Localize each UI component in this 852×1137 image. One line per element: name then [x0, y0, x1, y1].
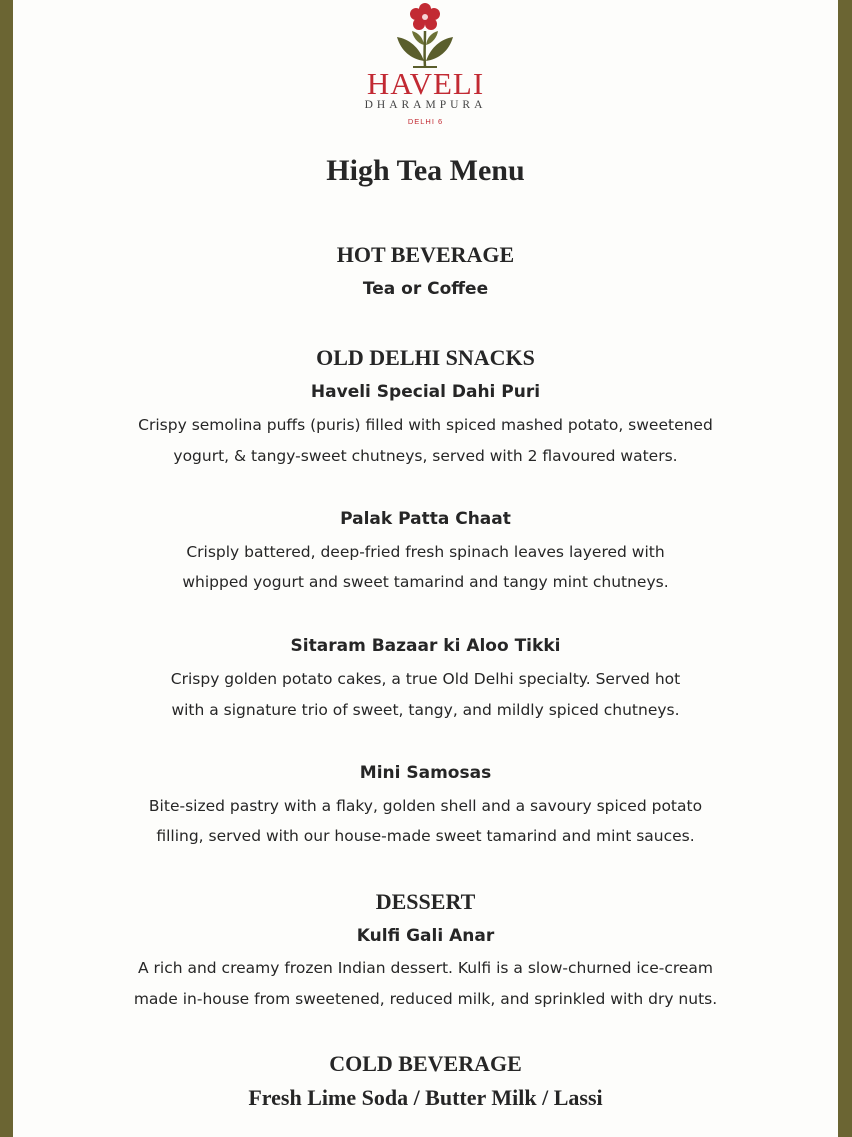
menu-page	[13, 0, 838, 1137]
section-heading-old-delhi-snacks: OLD DELHI SNACKS	[316, 345, 535, 370]
section-heading-dessert: DESSERT	[375, 889, 476, 914]
menu-item-description: Crisply battered, deep-fried fresh spinach leaves layered with	[186, 543, 665, 561]
hot-beverage-item: Tea or Coffee	[362, 279, 489, 299]
menu-item-description: Crispy semolina puffs (puris) filled with spiced mashed potato, sweetened	[138, 416, 713, 434]
page-title: High Tea Menu	[326, 154, 525, 187]
logo	[13, 0, 838, 135]
brand-subname: DHARAMPURA	[364, 99, 487, 111]
menu-item-description: Crispy golden potato cakes, a true Old Delhi specialty. Served hot	[170, 670, 681, 688]
menu-item-name: Mini Samosas	[359, 763, 492, 783]
menu-item-name: Haveli Special Dahi Puri	[310, 382, 541, 402]
menu-item-description: whipped yogurt and sweet tamarind and tangy mint chutneys.	[182, 573, 669, 591]
cold-beverage-items: Fresh Lime Soda / Butter Milk / Lassi	[248, 1085, 603, 1110]
menu-item-description: filling, served with our house-made sweet tamarind and mint sauces.	[156, 827, 695, 845]
brand-name: HAVELI	[366, 66, 485, 101]
section-heading-cold-beverage: COLD BEVERAGE	[329, 1051, 522, 1076]
menu-item-name: Kulfi Gali Anar	[356, 926, 495, 946]
red-flower-logo-icon	[389, 1, 461, 71]
menu-item-description: made in-house from sweetened, reduced milk, and sprinkled with dry nuts.	[133, 990, 718, 1008]
menu-item-description: with a signature trio of sweet, tangy, and mildly spiced chutneys.	[171, 701, 680, 719]
menu-item-name: Sitaram Bazaar ki Aloo Tikki	[290, 636, 561, 656]
menu-item-description: A rich and creamy frozen Indian dessert. Kulfi is a slow-churned ice-cream	[137, 959, 714, 977]
brand-area: DELHI 6	[407, 117, 444, 126]
menu-item-description: Bite-sized pastry with a flaky, golden shell and a savoury spiced potato	[148, 797, 703, 815]
menu-item-name: Palak Patta Chaat	[340, 509, 511, 529]
section-heading-hot-beverage: HOT BEVERAGE	[336, 242, 515, 267]
menu-item-description: yogurt, & tangy-sweet chutneys, served with 2 flavoured waters.	[173, 447, 678, 465]
